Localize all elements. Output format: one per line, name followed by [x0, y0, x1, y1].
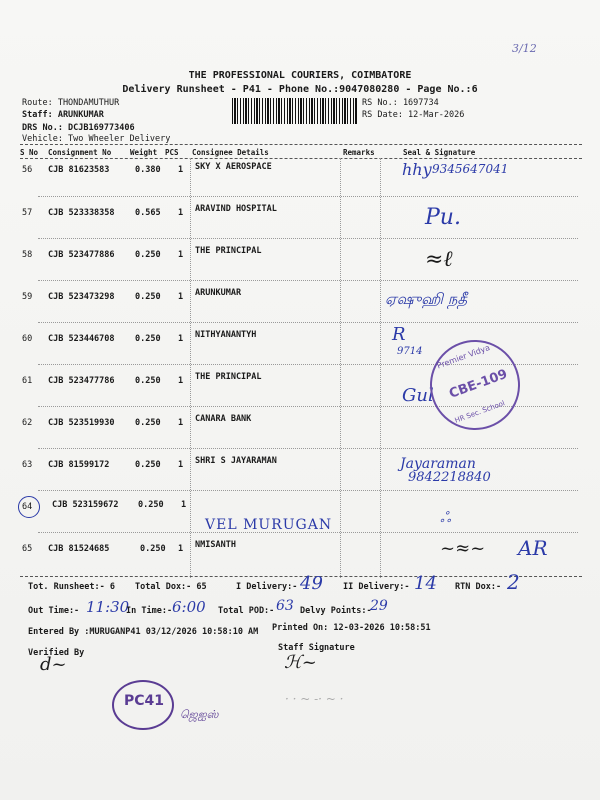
- handwritten-signature: hhy: [402, 160, 432, 179]
- out-time-value: 11:30: [86, 598, 130, 616]
- header-rule-top: [20, 144, 582, 145]
- total-dox: Total Dox:- 65: [135, 582, 207, 592]
- i-delivery-label: I Delivery:-: [236, 582, 298, 592]
- handwritten-signature: ≈ℓ: [425, 247, 453, 272]
- row-consignee: ARUNKUMAR: [195, 288, 242, 298]
- col-consignee: Consignee Details: [192, 148, 269, 157]
- row-consignment: CJB 523338358: [48, 208, 115, 218]
- handwritten-phone: 9345647041: [432, 162, 509, 176]
- col-pcs: PCS: [165, 148, 179, 157]
- row-consignee: SHRI S JAYARAMAN: [195, 456, 277, 466]
- row-sno: 57: [22, 208, 33, 218]
- row-weight: 0.250: [135, 418, 161, 428]
- row-sno: 56: [22, 165, 33, 175]
- in-time-value: 6:00: [172, 598, 206, 616]
- row-weight: 0.380: [135, 165, 161, 175]
- stamp-text-bottom: HR Sec. School: [453, 399, 506, 425]
- pc41-stamp-text: PC41: [124, 693, 165, 709]
- row-pcs: 1: [178, 544, 184, 554]
- row-consignee: THE PRINCIPAL: [195, 246, 262, 256]
- rtn-dox-value: 2: [507, 570, 520, 594]
- handwritten-name: Jayaraman: [400, 456, 476, 472]
- drs-barcode: [232, 98, 358, 124]
- route-label: Route: THONDAMUTHUR: [22, 98, 120, 108]
- row-consignment: CJB 81623583: [48, 165, 110, 175]
- row-weight: 0.250: [135, 460, 161, 470]
- row-divider: [38, 196, 578, 197]
- row-consignment: CJB 523446708: [48, 334, 115, 344]
- row-pcs: 1: [178, 165, 184, 175]
- handwritten-signature: AR: [518, 536, 548, 560]
- row-pcs: 1: [178, 376, 184, 386]
- handwritten-signature: R: [392, 324, 406, 345]
- row-sno: 59: [22, 292, 33, 302]
- i-delivery-value: 49: [300, 573, 323, 594]
- handwritten-signature: ஏஷுஹி நதீ: [385, 290, 468, 308]
- row-consignment: CJB 523519930: [48, 418, 115, 428]
- row-consignment: CJB 81599172: [48, 460, 110, 470]
- handwritten-receiver-name: VEL MURUGAN: [205, 517, 333, 533]
- row-sno: 63: [22, 460, 33, 470]
- row-sno: 64: [22, 502, 33, 512]
- stamp-text-mid: CBE-109: [447, 366, 510, 402]
- row-consignment: CJB 523477786: [48, 376, 115, 386]
- row-weight: 0.250: [135, 376, 161, 386]
- school-seal-stamp: [417, 327, 532, 442]
- row-sno: 61: [22, 376, 33, 386]
- row-weight: 0.250: [140, 544, 166, 554]
- verified-by-label: Verified By: [28, 648, 85, 658]
- col-sno: S No: [20, 148, 39, 157]
- col-divider-consignee: [190, 158, 191, 578]
- delvy-points-value: 29: [370, 598, 388, 614]
- stamp-scribble: ஜெஐஸ்: [180, 708, 219, 721]
- row-pcs: 1: [181, 500, 187, 510]
- handwritten-signature: Gul: [402, 385, 434, 406]
- runsheet-title: Delivery Runsheet - P41 - Phone No.:9047080280 - Page No.:6: [122, 84, 478, 95]
- entered-by: Entered By :MURUGANP41 03/12/2026 10:58:10 AM: [28, 627, 259, 637]
- row-divider: [38, 322, 578, 323]
- row-consignee: SKY X AEROSPACE: [195, 162, 272, 172]
- row-pcs: 1: [178, 250, 184, 260]
- handwritten-scribble: ~≈~: [440, 538, 486, 559]
- col-divider-seal: [380, 158, 381, 578]
- row-divider: [38, 448, 578, 449]
- vehicle-label: Vehicle: Two Wheeler Delivery: [22, 134, 171, 144]
- row-divider: [38, 238, 578, 239]
- row-divider: [38, 490, 578, 491]
- row-pcs: 1: [178, 418, 184, 428]
- delvy-points-label: Delvy Points:-: [300, 606, 372, 616]
- row-pcs: 1: [178, 460, 184, 470]
- rtn-dox-label: RTN Dox:-: [455, 582, 502, 592]
- out-time-label: Out Time:-: [28, 606, 80, 616]
- row-divider: [38, 280, 578, 281]
- pc41-stamp: [112, 680, 174, 730]
- total-pod-value: 63: [276, 598, 294, 614]
- row-consignee: ARAVIND HOSPITAL: [195, 204, 277, 214]
- row-consignment: CJB 523477886: [48, 250, 115, 260]
- ii-delivery-value: 14: [414, 573, 437, 594]
- staff-signature: ℋ~: [284, 652, 317, 673]
- handwritten-phone: 9842218840: [408, 470, 491, 485]
- row-sno: 65: [22, 544, 33, 554]
- row-consignee: CANARA BANK: [195, 414, 252, 424]
- drs-number: DRS No.: DCJB169773406: [22, 123, 135, 133]
- handwritten-phone: 9714: [397, 346, 423, 357]
- handwritten-corner-note: 3/12: [512, 42, 537, 55]
- staff-signature-label: Staff Signature: [278, 643, 355, 653]
- col-remarks: Remarks: [343, 148, 375, 157]
- faint-marks: · · ~ -· ~ ·: [285, 692, 344, 706]
- rs-number: RS No.: 1697734: [362, 98, 439, 108]
- stamp-text-top: Premier Vidya: [435, 342, 492, 371]
- total-pod-label: Total POD:-: [218, 606, 275, 616]
- row-consignee: THE PRINCIPAL: [195, 372, 262, 382]
- row-weight: 0.250: [135, 334, 161, 344]
- row-weight: 0.250: [135, 292, 161, 302]
- ii-delivery-label: II Delivery:-: [343, 582, 410, 592]
- printed-on: Printed On: 12-03-2026 10:58:51: [272, 623, 431, 633]
- row-consignee: NMISANTH: [195, 540, 236, 550]
- row-consignment: CJB 523159672: [52, 500, 119, 510]
- company-title: THE PROFESSIONAL COURIERS, COIMBATORE: [188, 70, 412, 81]
- row-pcs: 1: [178, 334, 184, 344]
- col-divider-remarks: [340, 158, 341, 578]
- rs-date: RS Date: 12-Mar-2026: [362, 110, 465, 120]
- row-weight: 0.250: [135, 250, 161, 260]
- col-seal-signature: Seal & Signature: [403, 148, 476, 157]
- staff-label: Staff: ARUNKUMAR: [22, 110, 104, 120]
- handwritten-signature: Pu.: [425, 205, 461, 230]
- header-rule-bottom: [20, 158, 582, 159]
- row-pcs: 1: [178, 292, 184, 302]
- row-weight: 0.250: [138, 500, 164, 510]
- row-sno: 60: [22, 334, 33, 344]
- row-weight: 0.565: [135, 208, 161, 218]
- row-consignment: CJB 81524685: [48, 544, 110, 554]
- row-consignment: CJB 523473298: [48, 292, 115, 302]
- row-sno: 62: [22, 418, 33, 428]
- row-consignee: NITHYANANTYH: [195, 330, 257, 340]
- col-consignment: Consignment No: [48, 148, 112, 157]
- row-sno: 58: [22, 250, 33, 260]
- in-time-label: In Time:-: [126, 606, 173, 616]
- tot-runsheet: Tot. Runsheet:- 6: [28, 582, 115, 592]
- verified-signature: d~: [40, 654, 67, 675]
- handwritten-signature: ஃ: [440, 510, 451, 526]
- row-pcs: 1: [178, 208, 184, 218]
- col-weight: Weight: [130, 148, 158, 157]
